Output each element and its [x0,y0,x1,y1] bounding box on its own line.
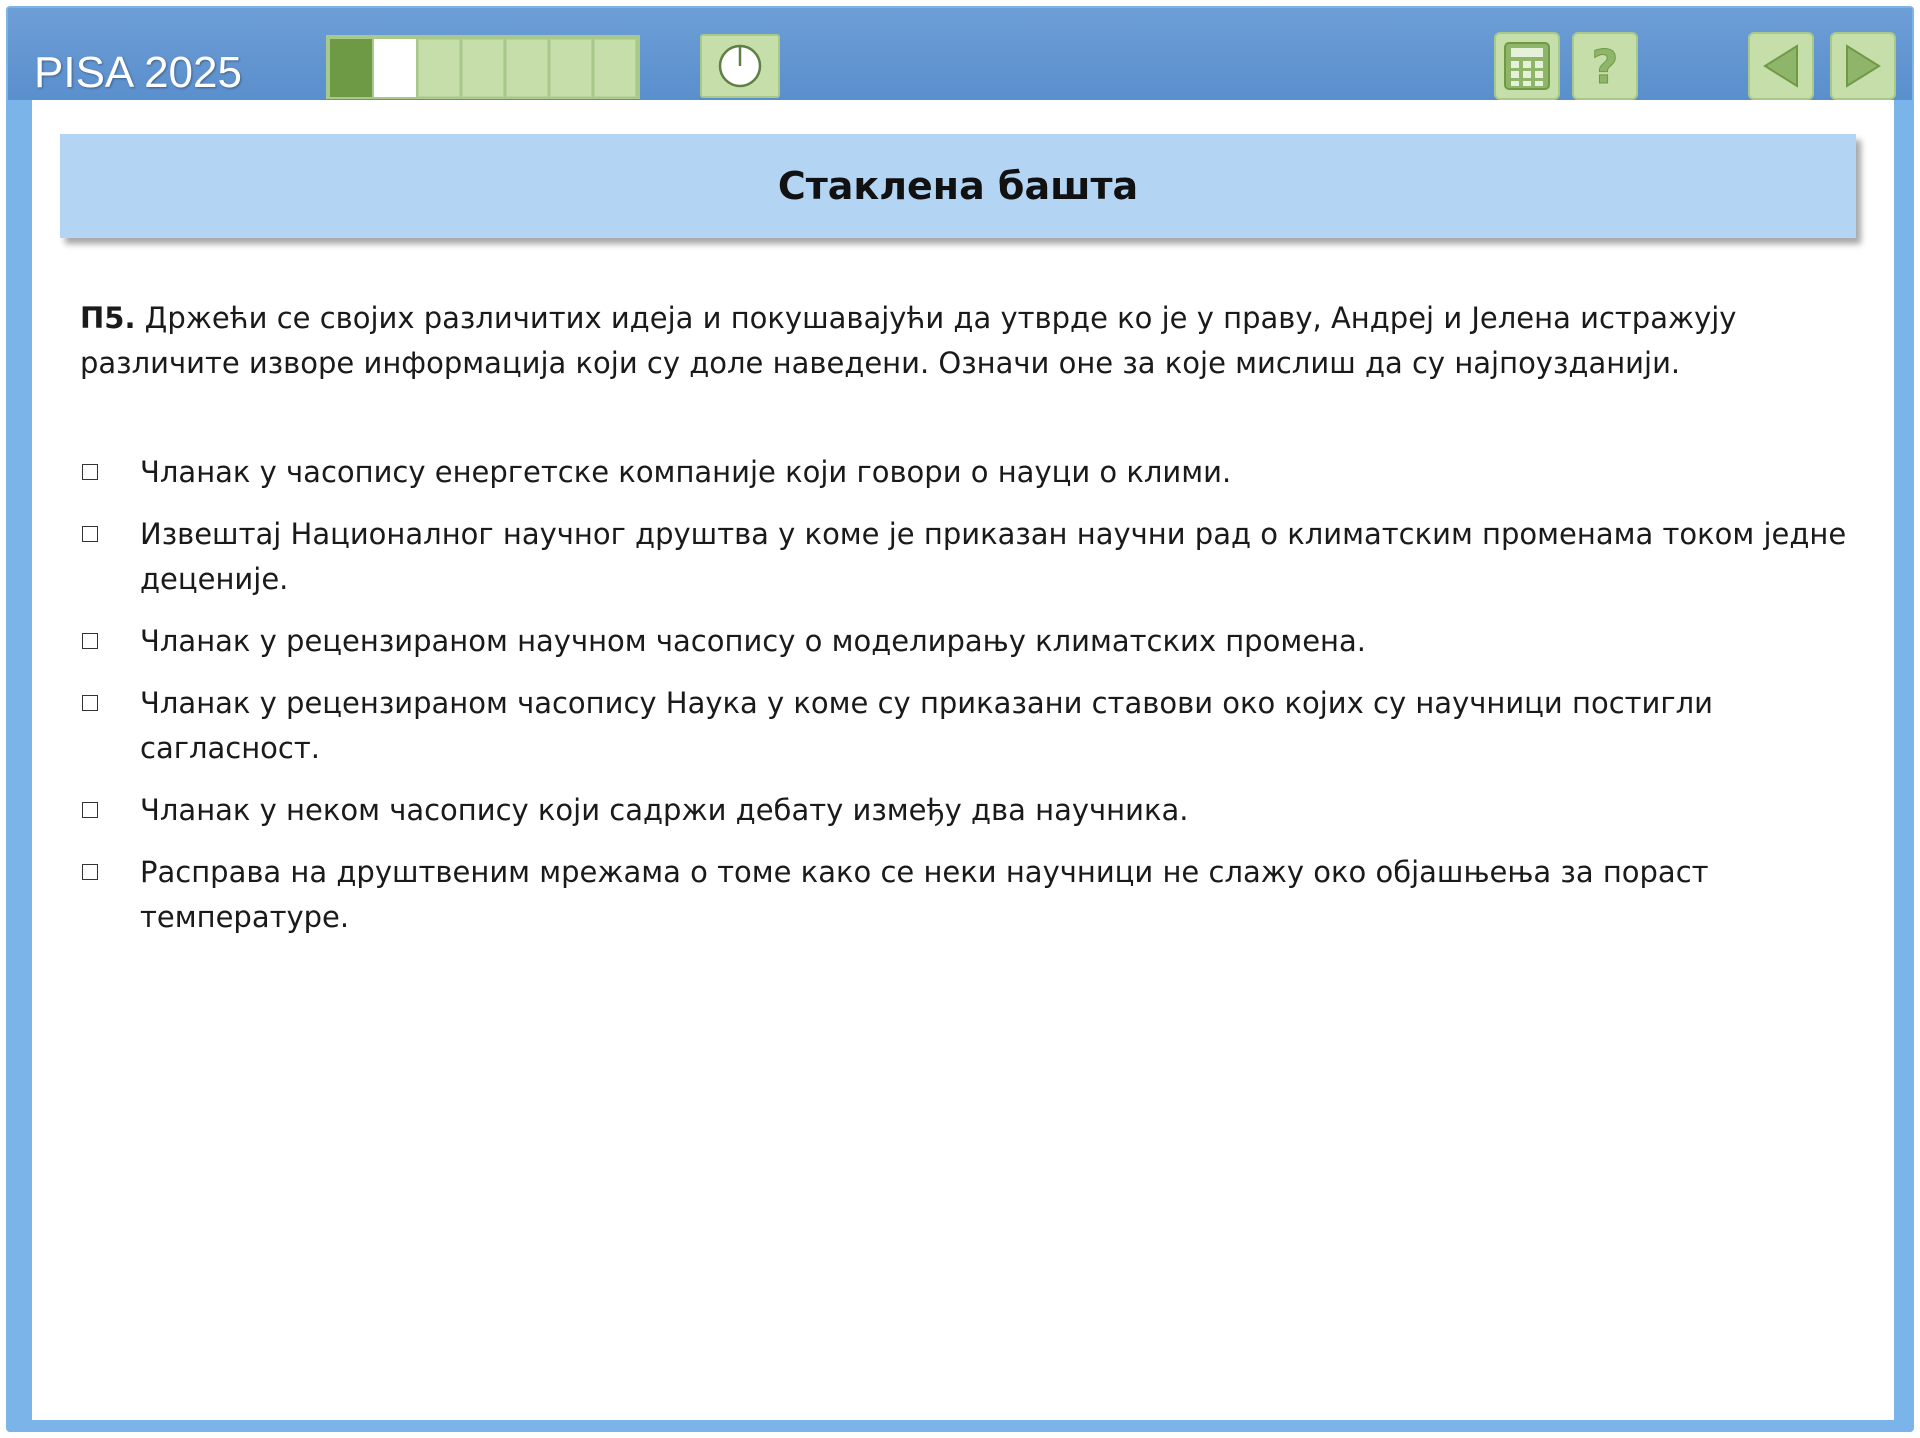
checkbox[interactable] [82,864,98,880]
checkbox[interactable] [82,802,98,818]
answer-option-label: Расправа на друштвеним мрежама о томе како се неки научници не слажу око објашњења за пораст температуре. [140,855,1709,934]
checkbox[interactable] [82,464,98,480]
checkbox[interactable] [82,526,98,542]
answer-option[interactable] [80,850,1870,940]
answer-options [80,450,1870,957]
answer-option-label: Чланак у неком часопису који садржи дебату између два научника. [140,793,1189,827]
answer-option-label: Чланак у рецензираном научном часопису о моделирању климатских промена. [140,624,1367,658]
arrow-right-icon [1841,42,1885,90]
progress-segment [506,39,548,97]
progress-segment [418,39,460,97]
unit-title-bar [60,134,1856,238]
svg-text:?: ? [1591,41,1619,91]
answer-option[interactable] [80,512,1870,602]
answer-option-label: Извештај Националног научног друштва у коме је приказан научни рад о климатским променама током једне деценије. [140,517,1847,596]
arrow-left-icon [1759,42,1803,90]
answer-option[interactable] [80,681,1870,771]
unit-title: Стаклена башта [777,164,1139,208]
answer-option-label: Чланак у часопису енергетске компаније који говори о науци о клими. [140,455,1232,489]
progress-segment-current [374,39,416,97]
content-panel [32,100,1894,1420]
top-toolbar [8,8,1912,100]
timer-icon [716,42,764,90]
help-icon [1583,41,1627,91]
progress-indicator [326,35,640,99]
back-button[interactable] [1748,32,1814,100]
help-button[interactable] [1572,32,1638,100]
calculator-icon [1503,41,1551,91]
progress-segment [550,39,592,97]
question-number: П5. [80,301,136,335]
checkbox[interactable] [82,633,98,649]
progress-segment [594,39,636,97]
answer-option-label: Чланак у рецензираном часопису Наука у коме су приказани ставови око којих су научници постигли сагласност. [140,686,1713,765]
next-button[interactable] [1830,32,1896,100]
answer-option[interactable] [80,450,1870,495]
answer-option[interactable] [80,619,1870,664]
checkbox[interactable] [82,695,98,711]
progress-segment [462,39,504,97]
question-text: Држећи се својих различитих идеја и покушавајући да утврде ко је у праву, Андреј и Јелена истражују различите изворе информација који су доле наведени. Означи оне за које мислиш да су најпоузданији. [80,301,1737,380]
question-prompt [80,296,1860,386]
app-title: PISA 2025 [34,48,242,97]
timer-button[interactable] [700,34,780,98]
calculator-button[interactable] [1494,32,1560,100]
answer-option[interactable] [80,788,1870,833]
progress-segment-completed [330,39,372,97]
